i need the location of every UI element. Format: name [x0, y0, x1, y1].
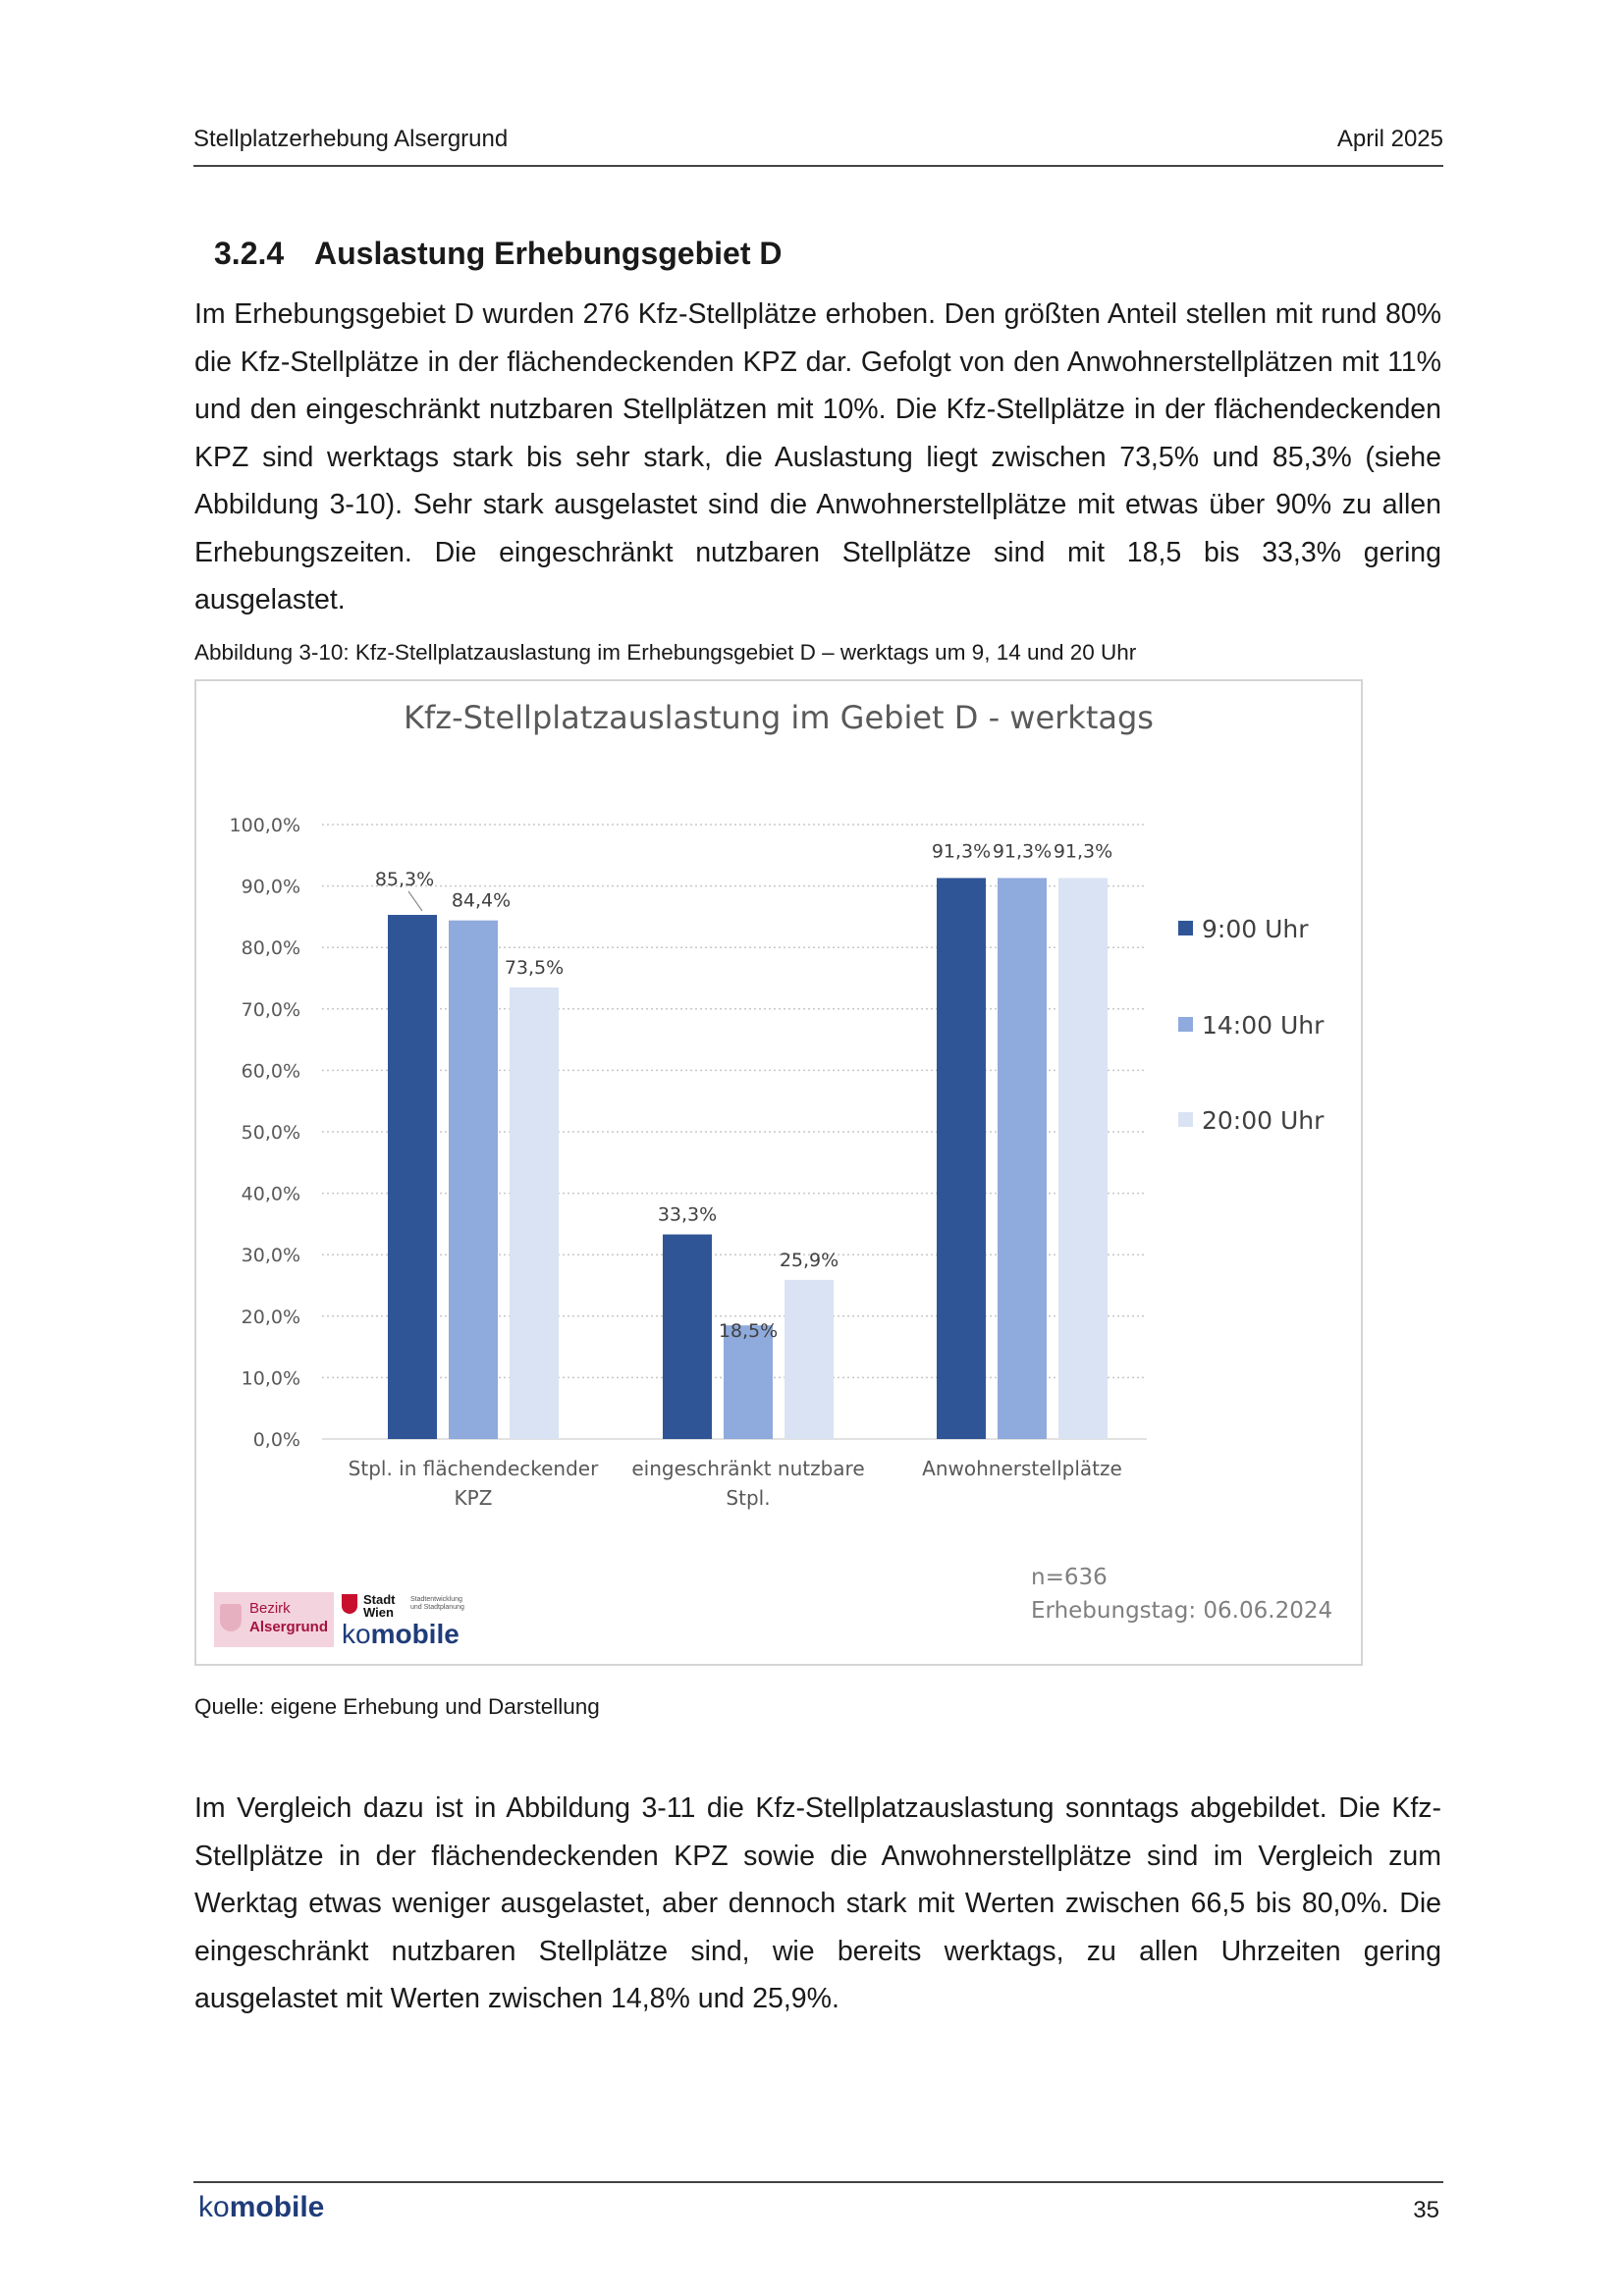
bar — [1058, 878, 1108, 1439]
data-label: 91,3% — [931, 840, 992, 863]
bar — [937, 878, 986, 1439]
y-tick-label: 70,0% — [241, 998, 300, 1021]
y-tick-label: 10,0% — [241, 1367, 300, 1390]
y-tick-label: 30,0% — [241, 1245, 300, 1267]
y-tick-label: 20,0% — [241, 1306, 300, 1328]
stadt-wien-logo — [342, 1592, 469, 1620]
header-date: April 2025 — [1336, 126, 1443, 152]
category-label: Anwohnerstellplätze — [922, 1457, 1122, 1480]
y-tick-label: 50,0% — [241, 1122, 300, 1144]
bar — [724, 1325, 773, 1439]
page-footer — [193, 2181, 1443, 2223]
wien-logo-line2: Wien — [363, 1605, 394, 1620]
coat-of-arms-icon — [220, 1604, 242, 1631]
section-title: Auslastung Erhebungsgebiet D — [314, 236, 783, 271]
figure-source: Quelle: eigene Erhebung und Darstellung — [194, 1694, 600, 1719]
legend-swatch — [1178, 1017, 1193, 1032]
chart-title: Kfz-Stellplatzauslastung im Gebiet D - werktags — [404, 699, 1154, 736]
bar — [510, 988, 559, 1439]
y-tick-label: 0,0% — [252, 1429, 300, 1451]
chart-x-axis — [349, 1457, 1122, 1510]
y-tick-label: 40,0% — [241, 1183, 300, 1205]
bar-chart — [196, 681, 1361, 1664]
page-header — [193, 124, 1443, 167]
bar — [388, 915, 437, 1439]
chart-container — [194, 679, 1363, 1666]
wien-logo-sub2: und Stadtplanung — [410, 1604, 464, 1611]
data-label: 91,3% — [992, 840, 1053, 863]
legend-label: 9:00 Uhr — [1202, 915, 1309, 943]
section-number: 3.2.4 — [214, 236, 285, 271]
legend-label: 14:00 Uhr — [1202, 1011, 1325, 1040]
data-label: 84,4% — [451, 889, 512, 912]
comparison-paragraph: Im Vergleich dazu ist in Abbildung 3-11 die Kfz-Stellplatzauslastung sonntags abgebildet. Die Kfz-Stellplätze in der flächendeckenden KPZ sowie die Anwohnerstellplätze sind im Vergleich zum Werktag etwas weniger ausgelastet, aber dennoch stark mit Werten zwischen 66,5 bis 80,0%. Die eingeschränkt nutzbaren Stellplätze sind, wie bereits werktags, zu allen Uhrzeiten gering ausgelastet mit Werten zwischen 14,8% und 25,9%. — [194, 1792, 1441, 2014]
category-label: Stpl. — [726, 1486, 771, 1510]
footer-brand-mobile: mobile — [229, 2191, 325, 2223]
footer-komobile-logo — [198, 2191, 324, 2224]
figure-caption: Abbildung 3-10: Kfz-Stellplatzauslastung im Erhebungsgebiet D – werktags um 9, 14 und 20 Uhr — [194, 640, 1137, 665]
category-label: KPZ — [454, 1486, 493, 1510]
data-label: 73,5% — [504, 956, 565, 979]
data-label: 25,9% — [779, 1249, 839, 1271]
data-label: 33,3% — [657, 1203, 718, 1226]
bezirk-alsergrund-logo — [214, 1592, 334, 1647]
bar — [663, 1235, 712, 1439]
chart-survey-date: Erhebungstag: 06.06.2024 — [1031, 1598, 1333, 1624]
legend-label: 20:00 Uhr — [1202, 1106, 1325, 1135]
section-heading — [214, 236, 782, 272]
komobile-logo-ko: ko — [342, 1619, 371, 1649]
legend-swatch — [1178, 921, 1193, 935]
chart-bars — [375, 840, 1112, 1439]
bar — [998, 878, 1047, 1439]
category-label: Stpl. in flächendeckender — [348, 1457, 599, 1480]
komobile-logo — [342, 1621, 460, 1648]
bezirk-logo-line1: Bezirk — [249, 1600, 291, 1617]
chart-legend — [1178, 915, 1325, 1135]
y-tick-label: 100,0% — [229, 815, 300, 836]
footer-brand-ko: ko — [198, 2191, 230, 2223]
bezirk-logo-line2: Alsergrund — [249, 1619, 329, 1635]
data-label: 91,3% — [1053, 840, 1113, 863]
y-tick-label: 80,0% — [241, 937, 300, 960]
komobile-logo-mobile: mobile — [370, 1619, 460, 1649]
category-label: eingeschränkt nutzbare — [631, 1457, 865, 1480]
wien-logo-line1: Stadt — [363, 1592, 396, 1607]
chart-logos — [214, 1592, 509, 1647]
wien-logo-sub1: Stadtentwicklung — [410, 1596, 462, 1603]
intro-paragraph: Im Erhebungsgebiet D wurden 276 Kfz-Stellplätze erhoben. Den größten Anteil stellen mit rund 80% die Kfz-Stellplätze in der flächendeckenden KPZ dar. Gefolgt von den Anwohnerstellplätzen mit 11% und den eingeschränkt nutzbaren Stellplätzen mit 10%. Die Kfz-Stellplätze in der flächendeckenden KPZ sind werktags stark bis sehr stark, die Auslastung liegt zwischen 73,5% und 85,3% (siehe Abbildung 3-10). Sehr stark ausgelastet sind die Anwohnerstellplätze mit etwas über 90% zu allen Erhebungszeiten. Die eingeschränkt nutzbaren Stellplätze sind mit 18,5 bis 33,3% gering ausgelastet. — [194, 298, 1441, 615]
chart-sample-size: n=636 — [1031, 1565, 1108, 1590]
data-label: 85,3% — [374, 869, 435, 891]
y-tick-label: 90,0% — [241, 876, 300, 898]
data-label-leader — [408, 891, 422, 911]
bar — [785, 1280, 834, 1439]
header-document-title: Stellplatzerhebung Alsergrund — [193, 126, 509, 152]
bar — [449, 921, 498, 1439]
chart-y-axis — [230, 815, 300, 1451]
wien-shield-icon — [342, 1594, 357, 1614]
page-number: 35 — [1413, 2197, 1439, 2223]
legend-swatch — [1178, 1112, 1193, 1127]
y-tick-label: 60,0% — [241, 1060, 300, 1083]
data-label: 18,5% — [718, 1320, 779, 1343]
